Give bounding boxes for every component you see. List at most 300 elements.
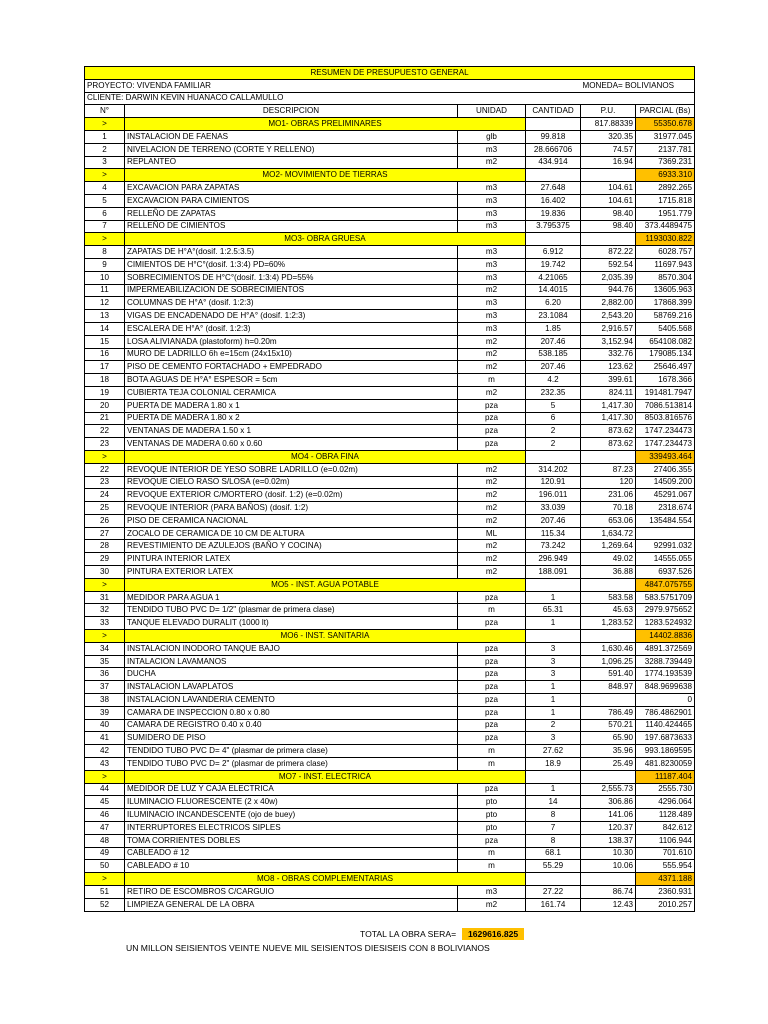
item-description: PISO DE CERAMICA NACIONAL	[125, 514, 458, 527]
section-total: 4371.188	[636, 873, 695, 886]
item-unit: m2	[458, 514, 526, 527]
item-number: 39	[85, 706, 125, 719]
item-unit: m3	[458, 258, 526, 271]
total-label: TOTAL LA OBRA SERA=	[360, 929, 457, 939]
table-row	[85, 476, 695, 489]
item-unit-price: 16.94	[581, 156, 636, 169]
table-row	[85, 194, 695, 207]
item-number: 9	[85, 258, 125, 271]
item-description: LOSA ALIVIANADA (plastoform) h=0.20m	[125, 335, 458, 348]
item-unit-price: 65.90	[581, 732, 636, 745]
item-description: RELLEÑO DE CIMIENTOS	[125, 220, 458, 233]
item-unit-price: 98.40	[581, 220, 636, 233]
project-row	[85, 79, 695, 92]
item-quantity: 4.2	[526, 374, 581, 387]
item-description: NIVELACION DE TERRENO (CORTE Y RELLENO)	[125, 143, 458, 156]
item-quantity: 2	[526, 438, 581, 451]
table-row	[85, 310, 695, 323]
item-unit-price: 332.76	[581, 348, 636, 361]
item-description: CAMARA DE REGISTRO 0.40 x 0.40	[125, 719, 458, 732]
item-quantity: 68.1	[526, 847, 581, 860]
section-qty-cell	[526, 450, 581, 463]
item-partial: 179085.134	[636, 348, 695, 361]
item-quantity: 2	[526, 425, 581, 438]
item-description: DUCHA	[125, 668, 458, 681]
item-number: 23	[85, 476, 125, 489]
item-quantity: 161.74	[526, 898, 581, 911]
item-number: 26	[85, 514, 125, 527]
item-unit-price: 2,555.73	[581, 783, 636, 796]
item-description: TENDIDO TUBO PVC D= 2" (plasmar de primera clase)	[125, 758, 458, 771]
item-partial: 6937.526	[636, 566, 695, 579]
item-number: 18	[85, 374, 125, 387]
item-unit: m3	[458, 322, 526, 335]
item-description: ILUMINACIO INCANDESCENTE (ojo de buey)	[125, 809, 458, 822]
item-quantity: 55.29	[526, 860, 581, 873]
item-partial: 1715.818	[636, 194, 695, 207]
footer	[84, 928, 694, 953]
item-number: 14	[85, 322, 125, 335]
item-partial: 135484.554	[636, 514, 695, 527]
item-unit: m2	[458, 553, 526, 566]
item-partial: 11697.943	[636, 258, 695, 271]
item-partial: 1678.366	[636, 374, 695, 387]
item-unit-price: 70.18	[581, 502, 636, 515]
item-description: REVOQUE INTERIOR (PARA BAÑOS) (dosif. 1:2)	[125, 502, 458, 515]
item-unit-price: 45.63	[581, 604, 636, 617]
item-quantity: 27.22	[526, 886, 581, 899]
item-number: 31	[85, 591, 125, 604]
item-unit: m3	[458, 143, 526, 156]
item-quantity: 33.039	[526, 502, 581, 515]
item-partial: 842.612	[636, 822, 695, 835]
item-description: MURO DE LADRILLO 6h e=15cm (24x15x10)	[125, 348, 458, 361]
table-row	[85, 399, 695, 412]
item-number: 34	[85, 642, 125, 655]
item-unit: m	[458, 745, 526, 758]
item-unit-price: 120	[581, 476, 636, 489]
section-total: 11187.404	[636, 770, 695, 783]
item-description: SUMIDERO DE PISO	[125, 732, 458, 745]
table-row	[85, 412, 695, 425]
item-partial: 27406.355	[636, 463, 695, 476]
item-quantity: 120.91	[526, 476, 581, 489]
section-title: MO1- OBRAS PRELIMINARES	[125, 118, 526, 131]
section-row	[85, 873, 695, 886]
item-number: 51	[85, 886, 125, 899]
item-partial: 786.4862901	[636, 706, 695, 719]
section-marker: >	[85, 233, 125, 246]
item-partial: 197.6873633	[636, 732, 695, 745]
item-unit: m3	[458, 246, 526, 259]
item-unit: m2	[458, 502, 526, 515]
item-quantity: 2	[526, 719, 581, 732]
item-unit: m2	[458, 156, 526, 169]
item-unit-price: 35.96	[581, 745, 636, 758]
item-partial: 583.5751709	[636, 591, 695, 604]
section-marker: >	[85, 169, 125, 182]
item-quantity: 3	[526, 668, 581, 681]
table-row	[85, 130, 695, 143]
item-partial: 1951.779	[636, 207, 695, 220]
item-description: PUERTA DE MADERA 1.80 x 1	[125, 399, 458, 412]
item-unit: m3	[458, 182, 526, 195]
item-unit: pza	[458, 681, 526, 694]
item-partial: 5405.568	[636, 322, 695, 335]
item-number: 52	[85, 898, 125, 911]
item-description: REPLANTEO	[125, 156, 458, 169]
item-partial: 848.9699638	[636, 681, 695, 694]
item-quantity: 296.949	[526, 553, 581, 566]
item-partial: 4891.372569	[636, 642, 695, 655]
item-quantity: 19.742	[526, 258, 581, 271]
item-description: TOMA CORRIENTES DOBLES	[125, 834, 458, 847]
item-number: 43	[85, 758, 125, 771]
item-unit: m	[458, 860, 526, 873]
item-unit: pza	[458, 783, 526, 796]
total-row	[84, 928, 694, 942]
client-row	[85, 92, 695, 105]
section-qty-cell	[526, 770, 581, 783]
item-partial: 14509.200	[636, 476, 695, 489]
item-description: SOBRECIMIENTOS DE H°C°(dosif. 1:3:4) PD=55%	[125, 271, 458, 284]
item-unit-price: 570.21	[581, 719, 636, 732]
item-number: 8	[85, 246, 125, 259]
item-unit: m3	[458, 886, 526, 899]
item-partial: 4296.064	[636, 796, 695, 809]
item-unit: pza	[458, 591, 526, 604]
table-row	[85, 553, 695, 566]
section-row	[85, 770, 695, 783]
item-unit: m2	[458, 361, 526, 374]
section-pu	[581, 630, 636, 643]
item-unit-price: 104.61	[581, 182, 636, 195]
table-row	[85, 604, 695, 617]
section-row	[85, 233, 695, 246]
item-description: CABLEADO # 12	[125, 847, 458, 860]
item-partial: 481.8230059	[636, 758, 695, 771]
item-partial: 8570.304	[636, 271, 695, 284]
item-unit: pto	[458, 822, 526, 835]
item-partial: 7369.231	[636, 156, 695, 169]
item-unit-price: 25.49	[581, 758, 636, 771]
item-quantity: 1.85	[526, 322, 581, 335]
item-partial: 6028.757	[636, 246, 695, 259]
item-number: 41	[85, 732, 125, 745]
table-row	[85, 502, 695, 515]
table-row	[85, 847, 695, 860]
item-number: 17	[85, 361, 125, 374]
section-marker: >	[85, 630, 125, 643]
section-row	[85, 630, 695, 643]
table-row	[85, 335, 695, 348]
section-pu	[581, 233, 636, 246]
item-unit-price: 583.58	[581, 591, 636, 604]
item-partial: 31977.045	[636, 130, 695, 143]
item-partial: 92991.032	[636, 540, 695, 553]
item-description: INSTALACION LAVAPLATOS	[125, 681, 458, 694]
item-partial: 2892.265	[636, 182, 695, 195]
table-row	[85, 438, 695, 451]
item-partial: 2360.931	[636, 886, 695, 899]
table-row	[85, 207, 695, 220]
item-number: 37	[85, 681, 125, 694]
section-title: MO8 - OBRAS COMPLEMENTARIAS	[125, 873, 526, 886]
table-row	[85, 591, 695, 604]
table-row	[85, 386, 695, 399]
section-marker: >	[85, 450, 125, 463]
item-unit: pza	[458, 719, 526, 732]
col-header-qty: CANTIDAD	[526, 105, 581, 118]
item-partial: 1128.489	[636, 809, 695, 822]
item-quantity: 99.818	[526, 130, 581, 143]
item-unit: m2	[458, 348, 526, 361]
section-total: 4847.075755	[636, 578, 695, 591]
item-unit-price: 944.76	[581, 284, 636, 297]
table-row	[85, 463, 695, 476]
table-row	[85, 258, 695, 271]
item-unit: m2	[458, 476, 526, 489]
item-quantity: 314.202	[526, 463, 581, 476]
item-unit: m2	[458, 540, 526, 553]
item-unit-price: 653.06	[581, 514, 636, 527]
section-qty-cell	[526, 873, 581, 886]
item-unit-price: 1,630.46	[581, 642, 636, 655]
item-unit-price: 399.61	[581, 374, 636, 387]
item-unit: m3	[458, 297, 526, 310]
budget-sheet	[84, 66, 694, 912]
item-number: 3	[85, 156, 125, 169]
item-partial: 7086.513814	[636, 399, 695, 412]
item-number: 44	[85, 783, 125, 796]
item-quantity: 27.62	[526, 745, 581, 758]
item-quantity: 1	[526, 706, 581, 719]
table-row	[85, 706, 695, 719]
item-number: 42	[85, 745, 125, 758]
section-pu	[581, 169, 636, 182]
item-number: 22	[85, 425, 125, 438]
item-number: 35	[85, 655, 125, 668]
item-description: INSTALACION INODORO TANQUE BAJO	[125, 642, 458, 655]
item-description: CABLEADO # 10	[125, 860, 458, 873]
section-pu	[581, 450, 636, 463]
item-quantity: 19.836	[526, 207, 581, 220]
item-unit: m2	[458, 489, 526, 502]
item-quantity: 3	[526, 642, 581, 655]
item-partial: 373.4489475	[636, 220, 695, 233]
item-quantity: 5	[526, 399, 581, 412]
item-unit: pza	[458, 668, 526, 681]
item-unit-price: 848.97	[581, 681, 636, 694]
item-partial	[636, 527, 695, 540]
table-row	[85, 758, 695, 771]
section-pu	[581, 770, 636, 783]
item-number: 4	[85, 182, 125, 195]
item-description: ESCALERA DE H°A° (dosif. 1:2:3)	[125, 322, 458, 335]
table-row	[85, 271, 695, 284]
item-unit: m3	[458, 220, 526, 233]
item-unit: m	[458, 604, 526, 617]
item-unit: pza	[458, 438, 526, 451]
item-quantity: 3	[526, 732, 581, 745]
table-row	[85, 783, 695, 796]
item-number: 12	[85, 297, 125, 310]
item-unit-price: 2,543.20	[581, 310, 636, 323]
table-row	[85, 297, 695, 310]
item-unit: ML	[458, 527, 526, 540]
table-row	[85, 886, 695, 899]
item-partial: 654108.082	[636, 335, 695, 348]
item-partial: 2318.674	[636, 502, 695, 515]
item-description: VENTANAS DE MADERA 0.60 x 0.60	[125, 438, 458, 451]
item-quantity: 18.9	[526, 758, 581, 771]
item-description: REVOQUE INTERIOR DE YESO SOBRE LADRILLO (e=0.02m)	[125, 463, 458, 476]
item-partial: 14555.055	[636, 553, 695, 566]
item-number: 5	[85, 194, 125, 207]
item-quantity: 207.46	[526, 335, 581, 348]
item-unit-price: 123.62	[581, 361, 636, 374]
table-row	[85, 860, 695, 873]
col-header-pu: P.U.	[581, 105, 636, 118]
item-quantity: 6.20	[526, 297, 581, 310]
item-partial: 17868.399	[636, 297, 695, 310]
item-quantity: 1	[526, 783, 581, 796]
table-row	[85, 566, 695, 579]
item-quantity: 1	[526, 591, 581, 604]
item-quantity: 3.795375	[526, 220, 581, 233]
item-unit-price: 2,035.39	[581, 271, 636, 284]
item-description: RELLEÑO DE ZAPATAS	[125, 207, 458, 220]
item-quantity: 1	[526, 694, 581, 707]
item-description: ZAPATAS DE H°A°(dosif. 1:2.5:3.5)	[125, 246, 458, 259]
item-quantity: 1	[526, 681, 581, 694]
item-unit: m2	[458, 463, 526, 476]
section-total: 14402.8836	[636, 630, 695, 643]
item-quantity: 23.1084	[526, 310, 581, 323]
section-pu	[581, 578, 636, 591]
item-number: 32	[85, 604, 125, 617]
item-description: CIMIENTOS DE H°C°(dosif. 1:3:4) PD=60%	[125, 258, 458, 271]
item-partial: 25646.497	[636, 361, 695, 374]
item-unit: pza	[458, 425, 526, 438]
item-number: 48	[85, 834, 125, 847]
item-partial: 1283.524932	[636, 617, 695, 630]
item-unit: m3	[458, 194, 526, 207]
table-row	[85, 489, 695, 502]
item-unit-price: 786.49	[581, 706, 636, 719]
section-title: MO2- MOVIMIENTO DE TIERRAS	[125, 169, 526, 182]
item-unit-price: 592.54	[581, 258, 636, 271]
item-partial: 45291.067	[636, 489, 695, 502]
item-partial: 1747.234473	[636, 425, 695, 438]
budget-table	[84, 66, 695, 912]
item-quantity: 8	[526, 834, 581, 847]
col-header-partial: PARCIAL (Bs)	[636, 105, 695, 118]
item-partial: 555.954	[636, 860, 695, 873]
item-unit-price: 10.30	[581, 847, 636, 860]
item-unit: pza	[458, 655, 526, 668]
item-partial: 58769.216	[636, 310, 695, 323]
section-qty-cell	[526, 578, 581, 591]
item-unit-price: 104.61	[581, 194, 636, 207]
table-row	[85, 246, 695, 259]
section-row	[85, 578, 695, 591]
section-qty-cell	[526, 169, 581, 182]
item-partial: 2137.781	[636, 143, 695, 156]
item-quantity: 16.402	[526, 194, 581, 207]
item-unit: m2	[458, 284, 526, 297]
item-partial: 1774.193539	[636, 668, 695, 681]
item-description: INTERRUPTORES ELECTRICOS SIPLES	[125, 822, 458, 835]
item-number: 46	[85, 809, 125, 822]
item-unit-price: 10.06	[581, 860, 636, 873]
item-quantity: 115.34	[526, 527, 581, 540]
table-row	[85, 668, 695, 681]
item-number: 50	[85, 860, 125, 873]
item-partial: 993.1869595	[636, 745, 695, 758]
item-partial: 701.610	[636, 847, 695, 860]
item-description: PINTURA EXTERIOR LATEX	[125, 566, 458, 579]
item-quantity: 27.648	[526, 182, 581, 195]
item-description: ZOCALO DE CERAMICA DE 10 CM DE ALTURA	[125, 527, 458, 540]
item-description: CUBIERTA TEJA COLONIAL CERAMICA	[125, 386, 458, 399]
item-number: 1	[85, 130, 125, 143]
item-unit-price: 2,916.57	[581, 322, 636, 335]
item-unit: pto	[458, 809, 526, 822]
table-row	[85, 694, 695, 707]
table-row	[85, 348, 695, 361]
item-partial: 1106.944	[636, 834, 695, 847]
item-unit: m	[458, 847, 526, 860]
section-qty-cell	[526, 233, 581, 246]
item-unit-price: 2,882.00	[581, 297, 636, 310]
item-unit-price: 824.11	[581, 386, 636, 399]
section-qty-cell	[526, 118, 581, 131]
item-partial: 8503.816576	[636, 412, 695, 425]
item-partial: 2979.975652	[636, 604, 695, 617]
item-number: 6	[85, 207, 125, 220]
item-unit-price: 873.62	[581, 425, 636, 438]
item-description: PINTURA INTERIOR LATEX	[125, 553, 458, 566]
section-row	[85, 450, 695, 463]
item-unit-price: 141.06	[581, 809, 636, 822]
item-unit-price: 231.06	[581, 489, 636, 502]
item-unit-price: 1,283.52	[581, 617, 636, 630]
table-row	[85, 143, 695, 156]
item-unit-price: 49.02	[581, 553, 636, 566]
table-row	[85, 642, 695, 655]
item-number: 24	[85, 489, 125, 502]
item-number: 20	[85, 399, 125, 412]
item-unit-price: 87.23	[581, 463, 636, 476]
item-unit-price: 872.22	[581, 246, 636, 259]
item-unit-price: 1,269.64	[581, 540, 636, 553]
item-quantity: 434.914	[526, 156, 581, 169]
item-quantity: 8	[526, 809, 581, 822]
table-row	[85, 284, 695, 297]
item-quantity: 65.31	[526, 604, 581, 617]
item-quantity: 196.011	[526, 489, 581, 502]
item-description: REVESTIMIENTO DE AZULEJOS (BAÑO Y COCINA)	[125, 540, 458, 553]
item-quantity: 207.46	[526, 514, 581, 527]
item-quantity: 4.21065	[526, 271, 581, 284]
item-unit-price: 3,152.94	[581, 335, 636, 348]
item-number: 2	[85, 143, 125, 156]
item-description: MEDIDOR PARA AGUA 1	[125, 591, 458, 604]
table-row	[85, 809, 695, 822]
item-unit-price: 138.37	[581, 834, 636, 847]
item-quantity: 28.666706	[526, 143, 581, 156]
